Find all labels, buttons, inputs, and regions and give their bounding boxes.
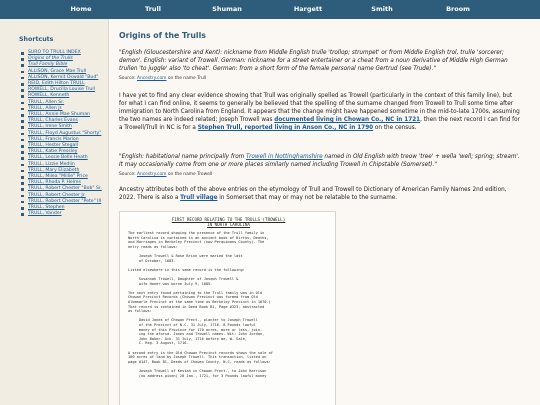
document-line: (no address given) 28 Jan., 1721, for 3 Pounds lawful money [128,373,267,378]
nav-hargett[interactable]: Hargett [293,5,323,13]
sidebar-link[interactable]: Trull Family Bible [28,62,68,68]
paragraph-attribution [119,186,521,202]
chowan-record-link[interactable]: documented living in Chowan Co., NC in 1721 [274,117,421,123]
first-record-document-image [119,211,336,405]
sidebar-link[interactable]: TRULL, Robert Chester "Bob" Sr. [28,186,102,192]
document-line: and Marriages in Berkeley Precinct (now Perquimans County). The [128,240,265,245]
sidebar-link[interactable]: TRULL, Robert Chester "Pete" III [28,198,102,204]
para-text: I have yet to find any clear evidence showing that Trull was originally spelled as Trowell (particularly in the context of this family line), but for what I can find online, it seems to generally be believed that the spelling of the surname changed from Trowell to Trull some time after immigration to North Carolina from England. It appears that the change might have happened sometime in the mid-to-late 1700s, assuming the two names are indeed related; Joseph Trowell was [119,93,520,123]
document-line: The next entry found pertaining to the Trull family was in Old [128,290,263,295]
sidebar-link[interactable]: TRULL, Lizzie Medlin [28,161,75,167]
source-rest: on the name Trowell [167,172,213,177]
trull-village-link[interactable]: Trull village [180,195,218,201]
sidebar-link[interactable]: TRULL, Milea "Millie" Price [28,174,88,180]
sidebar-title: Shortcuts [19,36,54,43]
sidebar [0,19,108,405]
document-line: ing the aforsd. Jones and Trowell names. Wit: John Jordan, [128,332,265,337]
para-text: Ancestry attributes both of the above entries on the etymology of Trull and Trowell to Dictionary of American Family Names 2nd edition, 2022. There is also a [119,187,507,201]
document-line: page #147, Book B1, Deeds of Chowan County, N.C. reads as follows: [128,359,271,364]
trowell-nottinghamshire-link[interactable]: Trowell in Nottinghamshire [246,154,323,160]
anson-census-link[interactable]: Stephen Trull, reported living in Anson Co., NC in 1790 [197,125,374,131]
sidebar-link[interactable]: ROWELL, Drucilla Louise Trull [28,87,95,93]
document-line: Albemarle Precinct at the same time as Berkeley Precinct in 1670.) [128,300,271,304]
sidebar-link[interactable]: TRULL, Rhoda P. Helms [28,180,81,186]
document-line: The earliest record showing the presence of the Trull family in [128,231,265,235]
para-text: , then the next record I can find for a Trowell/Trull in NC is for a [119,117,520,131]
nav-smith[interactable]: Smith [371,5,393,13]
document-line: money of this Province for 170 acres, more or less, join- [128,327,263,332]
document-line: Joseph Trowell of Kestah in Chowan Prect., to John Harrison [128,369,267,373]
document-line: North Carolina is contained in an ancient book of Births, Deaths, [128,235,269,240]
document-line: Chowan Precinct Records (Chowan Precinct was formed from Old [128,295,258,300]
sidebar-list [28,50,104,217]
document-line: entry reads as follows: [128,244,178,249]
nav-trull[interactable]: Trull [144,5,162,13]
sidebar-link[interactable]: TRULL, Irene Smith [28,124,72,130]
source-label: Source: [119,76,136,81]
sidebar-link[interactable]: ALLISON, Grace Mae Trull [28,68,87,74]
document-title: FIRST RECORD RELATING TO THE TRULLS (TROWELL) [171,217,286,222]
document-line: as follows: [128,309,152,314]
document-line: 100 acres of land by Joseph Trowell. This transaction, listed on [128,355,267,360]
sidebar-link[interactable]: TRULL, Lessie Belle Heath [28,155,88,161]
nav-broom[interactable]: Broom [446,5,470,13]
document-line: A second entry in the Old Chowan Precinct records shows the sale of [128,350,273,355]
etymology-quote-trull [119,49,521,73]
sidebar-item [28,211,104,217]
document-line: David Jones of Chowan Prect., planter to Joseph Trowell [128,318,258,323]
document-line: Joseph Trowell & Rose Brinn were maried the last [128,254,243,258]
sidebar-link[interactable]: TRULL, Allen Sr. [28,99,65,105]
document-line: Listed elsewhere in this same record is the following: [128,267,245,272]
sidebar-link[interactable]: TRULL, Francis Marion [28,136,79,142]
nav-shuman[interactable]: Shuman [212,5,242,13]
sidebar-link[interactable]: TRULL, Annie Mae Shuman [28,112,90,118]
sidebar-link[interactable]: REID, Edith Hilton TRULL [28,81,85,87]
para-text: in Somerset that may or may not be relatable to the surname. [217,195,398,201]
sidebar-link[interactable]: TRULL, Floyd Augustus "Shorty" [28,130,102,136]
page-title: Origins of the Trulls [119,31,206,40]
ancestry-link-trowell[interactable]: Ancestry.com [136,172,167,177]
ancestry-link-trull[interactable]: Ancestry.com [136,76,167,81]
quote-text: "English: habitational name principally from [119,154,247,160]
document-subtitle: IN NORTH CAROLINA [207,222,250,227]
sidebar-link[interactable]: TRULL, Robert Chester Jr. [28,192,86,198]
sidebar-link[interactable]: ALLISON, Kermit Oswald "Bud" [28,74,99,80]
para-text: on the census. [373,125,417,131]
sidebar-link[interactable]: SURO TO TRULL INDEX [28,50,81,55]
etymology-quote-trowell [119,153,521,169]
quote-text: "English (Gloucestershire and Kent): nickname from Middle English trulle 'trollop; strumpet' or from Middle English trol, trulle 'sorcerer; demon'. English: variant of Trowell. German: nickname for a street entertainer or a cheat from a noun derivative of Middle High German trullen 'to juggle' also 'to cheat'. German: from a short form of the female personal name Gertrud (see Trude)." [119,50,508,72]
source-rest: on the name Trull [167,76,207,81]
quote-text: named in Old English with treow 'tree' + wella 'well; spring; stream'. It may occasionally come from one or more places similarly named including Trowell in Chipstable (Somerset)." [119,154,520,168]
sidebar-link[interactable]: TRULL, Katie Pressley [28,149,78,155]
main-content [108,19,540,405]
document-line: wife Honer was borne July 9, 1685. [128,281,213,286]
sidebar-link[interactable]: ROWELL, Kenneth [28,93,70,99]
nav-home[interactable]: Home [70,5,92,13]
document-line: of October, 1683. [128,258,176,263]
document-line: That record is contained in Deed Book B1, Page #323, abstracted [128,304,265,309]
sidebar-link[interactable]: TRULL, Vander [28,211,62,217]
source-line-2 [119,172,212,177]
document-line: C. Reg. 3 August, 1716. [128,341,189,346]
document-line: of the Precinct of N.C. 31 July, 1716. 8 Pounds lawful [128,323,256,327]
sidebar-link[interactable]: TRULL, Stephen [28,205,65,211]
sidebar-link[interactable]: TRULL, Charles Evans [28,118,78,124]
sidebar-link[interactable]: TRULL, Hester Stegall [28,143,78,149]
sidebar-link[interactable]: TRULL, Allen Jr. [28,105,63,111]
document-line: Susannah Trowell, Daughter of Joseph Trowell & [128,277,239,281]
document-line: John Baker. Ack. 31 July, 1716 before me, W. Gale, [128,336,247,341]
sidebar-link[interactable]: TRULL, Mary Elizabeth [28,167,80,173]
sidebar-link[interactable]: Origins of the Trulls [28,56,73,62]
source-label: Source: [119,172,136,177]
paragraph-trowell [119,92,521,132]
source-line-1 [119,76,206,81]
top-navigation [0,0,540,19]
